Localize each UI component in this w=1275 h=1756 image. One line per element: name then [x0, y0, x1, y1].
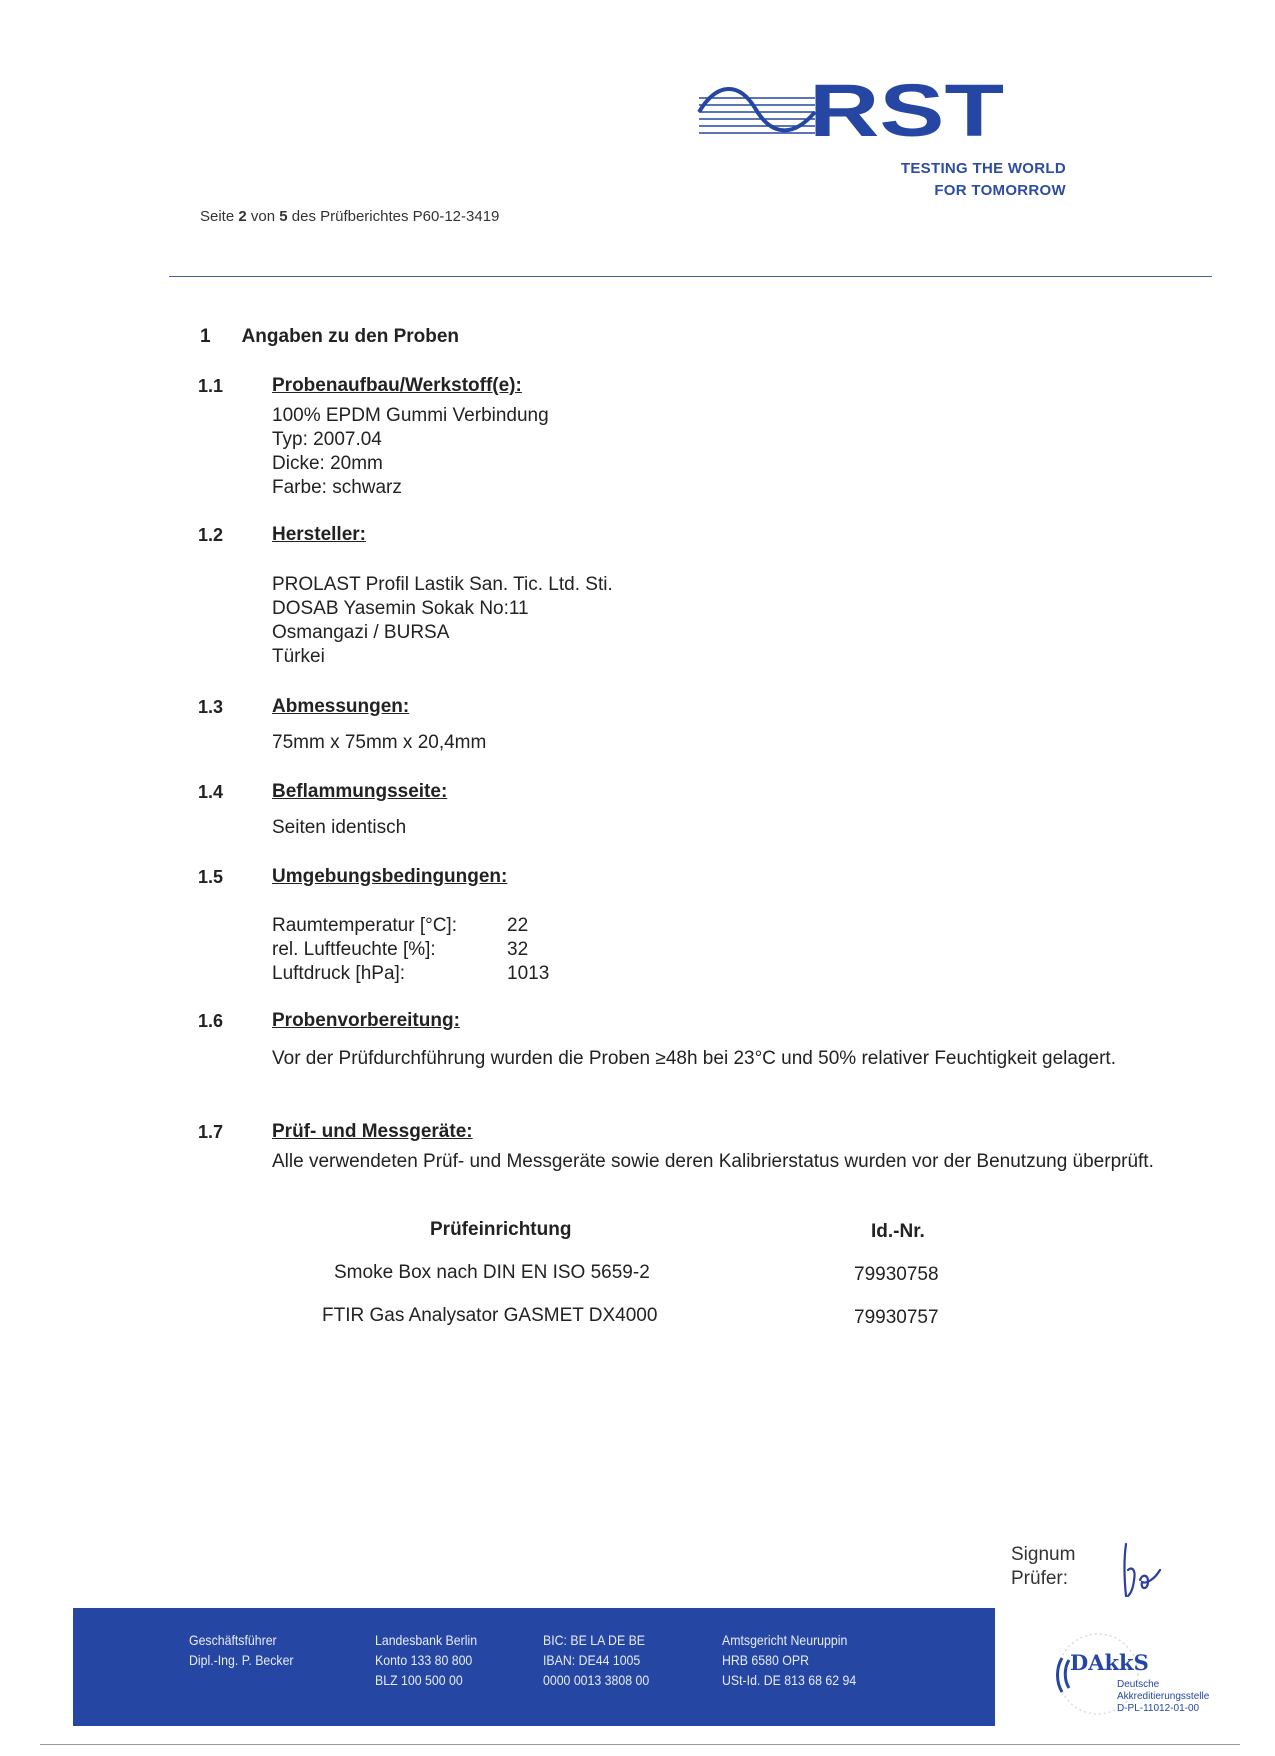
subsection-title-1-5: Umgebungsbedingungen:: [272, 866, 508, 887]
subsection-number-1-2: 1.2: [198, 525, 224, 545]
address-line: PROLAST Profil Lastik San. Tic. Ltd. Sti.: [272, 574, 613, 595]
condition-label: rel. Luftfeuchte [%]:: [272, 939, 436, 960]
page-info: [200, 208, 499, 225]
id-cell: 79930757: [854, 1307, 939, 1328]
footer-line: HRB 6580 OPR: [722, 1652, 809, 1668]
slogan-line-1: TESTING THE WORLD: [900, 160, 1066, 177]
page-current: 2: [238, 208, 247, 225]
rst-logo: [697, 78, 1007, 140]
section-number: 1: [200, 326, 211, 347]
footer-registry: [722, 1630, 856, 1690]
condition-row: [272, 962, 549, 986]
material-details: [272, 404, 549, 500]
footer-line: Konto 133 80 800: [375, 1652, 473, 1668]
equipment-cell: Smoke Box nach DIN EN ISO 5659-2: [334, 1262, 650, 1283]
address-line: DOSAB Yasemin Sokak No:11: [272, 598, 529, 619]
svg-text:RST: RST: [809, 78, 1004, 140]
dimensions-text: 75mm x 75mm x 20,4mm: [272, 732, 487, 753]
equipment-column-header: Prüfeinrichtung: [430, 1219, 572, 1240]
material-line: Farbe: schwarz: [272, 477, 402, 498]
signature-label-line-1: Signum: [1011, 1544, 1076, 1565]
footer-line: Geschäftsführer: [189, 1632, 277, 1648]
signature-label-line-2: Prüfer:: [1011, 1568, 1069, 1589]
ambient-conditions: [272, 914, 549, 986]
subsection-number-1-3: 1.3: [198, 697, 224, 717]
equipment-intro-text: Alle verwendeten Prüf- und Messgeräte sowie deren Kalibrierstatus wurden vor der Benutzung überprüft.: [272, 1151, 1154, 1172]
rst-logo-graphic: [697, 78, 1007, 140]
footer-line: 0000 0013 3808 00: [543, 1672, 650, 1688]
dakks-sub-line: D-PL-11012-01-00: [1117, 1703, 1200, 1714]
slogan: [800, 158, 1066, 202]
section-heading: [200, 326, 459, 348]
page-total: 5: [279, 208, 288, 225]
footer-iban: [543, 1630, 649, 1690]
handwritten-signature: [1118, 1540, 1178, 1600]
footer-line: IBAN: DE44 1005: [543, 1652, 641, 1668]
address-line: Osmangazi / BURSA: [272, 622, 450, 643]
subsection-number-1-4: 1.4: [198, 782, 224, 802]
page-suffix: des Prüfberichtes P60-12-3419: [291, 208, 500, 225]
dakks-subtitle: [1117, 1679, 1209, 1715]
material-line: Dicke: 20mm: [272, 453, 383, 474]
id-column-header: Id.-Nr.: [871, 1221, 925, 1242]
subsection-number-1-6: 1.6: [198, 1011, 224, 1031]
material-line: Typ: 2007.04: [272, 429, 382, 450]
subsection-number-1-1: 1.1: [198, 376, 224, 396]
bottom-divider: [40, 1744, 1240, 1745]
footer-line: USt-Id. DE 813 68 62 94: [722, 1672, 857, 1688]
footer-line: Dipl.-Ing. P. Becker: [189, 1652, 294, 1668]
condition-label: Raumtemperatur [°C]:: [272, 915, 457, 936]
flame-side-text: Seiten identisch: [272, 817, 407, 838]
material-line: 100% EPDM Gummi Verbindung: [272, 405, 549, 426]
preparation-text: Vor der Prüfdurchführung wurden die Proben ≥48h bei 23°C und 50% relativer Feuchtigkeit gelagert.: [272, 1048, 1116, 1069]
header-divider: [169, 276, 1212, 277]
subsection-title-1-7: Prüf- und Messgeräte:: [272, 1121, 473, 1142]
id-cell: 79930758: [854, 1264, 939, 1285]
dakks-sub-line: Akkreditierungsstelle: [1117, 1691, 1210, 1702]
condition-value: 22: [507, 915, 529, 936]
condition-row: [272, 914, 549, 938]
dakks-sub-line: Deutsche: [1117, 1679, 1160, 1690]
subsection-title-1-2: Hersteller:: [272, 524, 366, 545]
slogan-line-2: FOR TOMORROW: [934, 182, 1066, 199]
subsection-number-1-7: 1.7: [198, 1122, 224, 1142]
subsection-title-1-6: Probenvorbereitung:: [272, 1010, 460, 1031]
condition-value: 1013: [507, 963, 550, 984]
footer-line: BIC: BE LA DE BE: [543, 1632, 646, 1648]
page-of: von: [250, 208, 276, 225]
section-title: Angaben zu den Proben: [241, 326, 460, 347]
footer-bar: [73, 1608, 995, 1726]
footer-management: [189, 1630, 294, 1670]
condition-value: 32: [507, 939, 529, 960]
footer-bank: [375, 1630, 477, 1690]
subsection-title-1-3: Abmessungen:: [272, 696, 410, 717]
subsection-title-1-1: Probenaufbau/Werkstoff(e):: [272, 375, 522, 396]
page-prefix: Seite: [200, 208, 235, 225]
manufacturer-address: [272, 573, 613, 669]
signature-label: [1011, 1543, 1075, 1591]
subsection-number-1-5: 1.5: [198, 867, 224, 887]
footer-line: Amtsgericht Neuruppin: [722, 1632, 848, 1648]
condition-label: Luftdruck [hPa]:: [272, 963, 406, 984]
footer-line: BLZ 100 500 00: [375, 1672, 463, 1688]
subsection-title-1-4: Beflammungsseite:: [272, 781, 448, 802]
dakks-name: DAkkS: [1070, 1650, 1149, 1675]
equipment-cell: FTIR Gas Analysator GASMET DX4000: [322, 1305, 658, 1326]
address-line: Türkei: [272, 646, 325, 667]
footer-line: Landesbank Berlin: [375, 1632, 478, 1648]
condition-row: [272, 938, 549, 962]
